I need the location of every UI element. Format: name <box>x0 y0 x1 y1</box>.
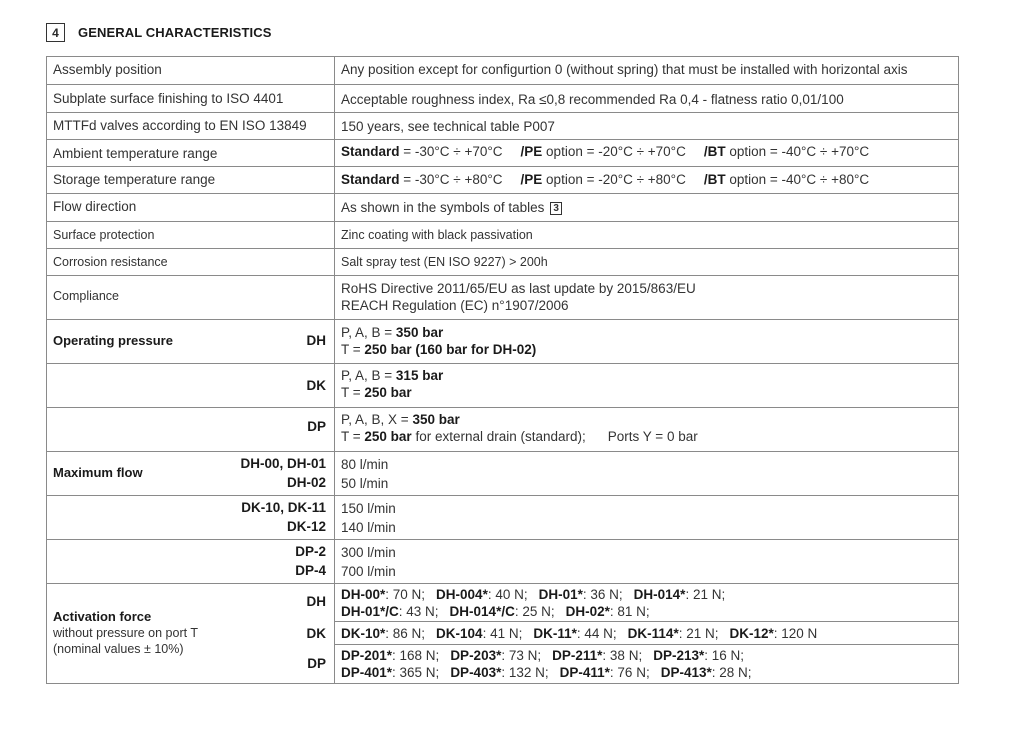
table-row <box>47 140 958 167</box>
row-value: Salt spray test (EN ISO 9227) > 200h <box>341 255 548 269</box>
valve-code: DH <box>306 594 326 609</box>
maximum-flow-label: Maximum flow <box>53 465 143 480</box>
row-label: Flow direction <box>53 199 137 214</box>
table-row <box>47 364 958 408</box>
table-row <box>47 496 958 540</box>
row-value: Standard = -30°C ÷ +70°C /PE option = -20°C ÷ +70°C /BT option = -40°C ÷ +70°C <box>341 144 870 159</box>
valve-code: DH <box>306 333 326 348</box>
row-label: Ambient temperature range <box>53 146 218 161</box>
row-label: Subplate surface finishing to ISO 4401 <box>53 91 284 106</box>
row-value: P, A, B, X = 350 bar T = 250 bar for external drain (standard); Ports Y = 0 bar <box>341 412 698 444</box>
force-value: : 168 N; <box>392 648 440 663</box>
section-number: 4 <box>46 23 65 42</box>
activation-force-cell <box>47 584 335 683</box>
table-row <box>335 645 958 683</box>
row-value <box>341 647 752 681</box>
force-code: DP-411* <box>559 665 610 680</box>
force-value: : 25 N; <box>514 604 555 619</box>
force-value: : 16 N; <box>704 648 745 663</box>
table-row <box>47 57 958 85</box>
row-value: 300 l/min 700 l/min <box>341 545 396 579</box>
row-value: Standard = -30°C ÷ +80°C /PE option = -20°C ÷ +80°C /BT option = -40°C ÷ +80°C <box>341 172 870 187</box>
table-row <box>47 222 958 249</box>
valve-code: DH-00, DH-01 DH-02 <box>240 456 326 490</box>
force-value: : 21 N; <box>685 587 726 602</box>
row-label: Assembly position <box>53 62 162 77</box>
valve-code: DP <box>307 419 326 434</box>
force-code: DH-00* <box>341 587 386 602</box>
row-value: 150 years, see technical table P007 <box>341 119 555 134</box>
section-header <box>46 22 271 43</box>
row-value: 80 l/min 50 l/min <box>341 457 389 491</box>
table-row <box>47 320 958 364</box>
force-value: : 76 N; <box>609 665 650 680</box>
force-value: : 21 N; <box>678 626 719 641</box>
characteristics-table <box>46 56 959 684</box>
force-code: DK-11* <box>533 626 577 641</box>
force-code: DP-403* <box>450 665 502 680</box>
valve-code: DP-2 DP-4 <box>295 544 326 578</box>
row-value: Zinc coating with black passivation <box>341 228 533 242</box>
valve-code: DP <box>307 656 326 671</box>
force-code: DK-114* <box>627 626 679 641</box>
force-code: DH-02* <box>565 604 610 619</box>
row-label: Storage temperature range <box>53 172 216 187</box>
force-value: : 81 N; <box>609 604 650 619</box>
force-code: DH-014* <box>633 587 686 602</box>
force-code: DK-104 <box>436 626 483 641</box>
operating-pressure-label: Operating pressure <box>53 333 173 348</box>
force-code: DP-401* <box>341 665 393 680</box>
row-label: Corrosion resistance <box>53 255 168 269</box>
row-value <box>341 586 725 620</box>
force-value: : 43 N; <box>398 604 439 619</box>
table-row <box>47 408 958 452</box>
table-row <box>47 276 958 320</box>
row-value <box>341 625 817 642</box>
activation-force-note: without pressure on port T <box>53 626 198 640</box>
force-value: : 86 N; <box>385 626 426 641</box>
valve-code: DK <box>306 378 326 393</box>
valve-code: DK <box>306 626 326 641</box>
row-value: Acceptable roughness index, Ra ≤0,8 recommended Ra 0,4 - flatness ratio 0,01/100 <box>341 92 844 107</box>
table-row <box>47 540 958 584</box>
force-value: : 70 N; <box>385 587 426 602</box>
force-value: : 38 N; <box>602 648 643 663</box>
force-code: DP-201* <box>341 648 393 663</box>
force-code: DK-12* <box>729 626 774 641</box>
valve-code: DK-10, DK-11 DK-12 <box>241 500 326 534</box>
activation-force-label: Activation force <box>53 609 152 624</box>
table-row <box>47 167 958 194</box>
table-row <box>47 249 958 276</box>
row-value: P, A, B = 350 bar T = 250 bar (160 bar for DH-02) <box>341 325 537 357</box>
force-code: DP-203* <box>450 648 502 663</box>
row-value: RoHS Directive 2011/65/EU as last update by 2015/863/EU REACH Regulation (EC) n°1907/2006 <box>341 281 696 313</box>
table-row <box>47 194 958 222</box>
force-code: DH-01*/C <box>341 604 399 619</box>
table-row <box>47 113 958 140</box>
row-value: As shown in the symbols of tables 3 <box>341 200 562 215</box>
force-code: DH-004* <box>436 587 488 602</box>
row-value: P, A, B = 315 bar T = 250 bar <box>341 368 444 400</box>
table-row <box>335 584 958 622</box>
activation-force-tolerance: (nominal values ± 10%) <box>53 642 184 656</box>
table-row <box>335 622 958 645</box>
force-value: : 73 N; <box>501 648 542 663</box>
force-value: : 365 N; <box>392 665 440 680</box>
table-row <box>47 452 958 496</box>
force-code: DH-014*/C <box>449 604 515 619</box>
force-value: : 41 N; <box>482 626 523 641</box>
force-value: : 36 N; <box>582 587 623 602</box>
row-value: Any position except for configurtion 0 (without spring) that must be installed with horizontal axis <box>341 62 908 77</box>
force-value: : 132 N; <box>501 665 549 680</box>
row-value: 150 l/min 140 l/min <box>341 501 396 535</box>
force-code: DP-211* <box>552 648 603 663</box>
row-label: Compliance <box>53 289 120 303</box>
table-row <box>47 85 958 113</box>
force-code: DP-213* <box>653 648 705 663</box>
table-reference-box: 3 <box>550 202 562 215</box>
row-label: Surface protection <box>53 228 155 242</box>
row-label: MTTFd valves according to EN ISO 13849 <box>53 118 307 133</box>
force-code: DH-01* <box>538 587 583 602</box>
force-value: : 44 N; <box>576 626 617 641</box>
force-value: : 40 N; <box>487 587 528 602</box>
force-code: DP-413* <box>660 665 712 680</box>
force-value: : 120 N <box>773 626 818 641</box>
section-title: GENERAL CHARACTERISTICS <box>78 25 272 40</box>
force-value: : 28 N; <box>711 665 752 680</box>
force-code: DK-10* <box>341 626 386 641</box>
